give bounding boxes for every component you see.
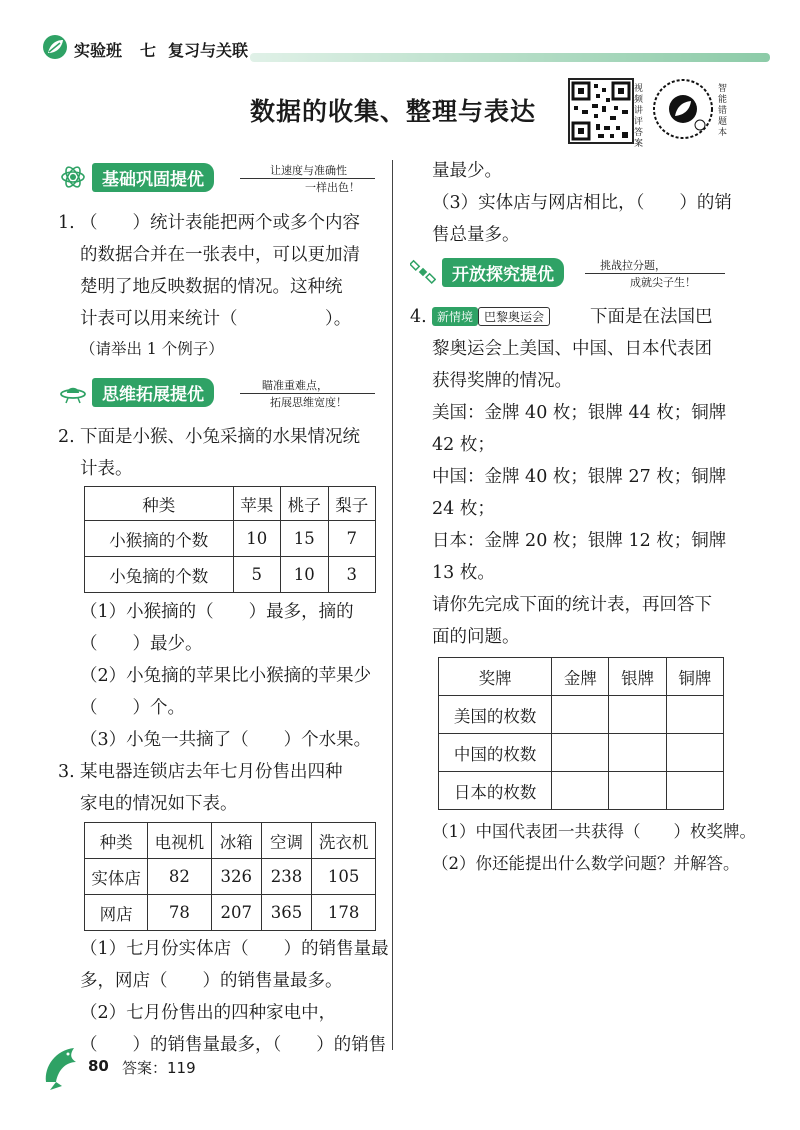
column-divider	[392, 160, 393, 1050]
satellite-icon	[410, 259, 436, 285]
section-title-basic: 基础巩固提优	[92, 163, 214, 192]
q4-china-medals: 中国：金牌 40 枚；银牌 27 枚；铜牌	[432, 467, 727, 487]
q4-line-2: 黎奥运会上美国、中国、日本代表团	[432, 339, 712, 359]
q1-line-3: 楚明了地反映数据的情况。这种统	[80, 277, 343, 297]
q3-answer-3b: 售总量多。	[432, 225, 520, 245]
table-cell-blank[interactable]	[609, 696, 666, 734]
q4-usa-medals-2: 42 枚；	[432, 435, 495, 455]
q1-line-4: 计表可以用来统计（ ）。	[80, 309, 352, 329]
q4-japan-medals: 日本：金牌 20 枚；银牌 12 枚；铜牌	[432, 531, 727, 551]
table-cell-blank[interactable]	[552, 696, 609, 734]
q2-answer-1b: （ ）最少。	[80, 634, 203, 654]
context-badge: 巴黎奥运会	[478, 307, 550, 326]
table-header-cell: 桃子	[281, 487, 329, 521]
q3-answer-3: （3）实体店与网店相比，（ ）的销	[432, 193, 732, 213]
slogan-basic-2: 一样出色！	[305, 181, 360, 194]
table-row	[439, 734, 724, 772]
table-header-row	[85, 487, 376, 521]
page-title: 数据的收集、整理与表达	[250, 97, 537, 126]
fruit-table	[84, 486, 376, 593]
q4-line-1: 下面是在法国巴	[590, 307, 713, 327]
atom-icon	[60, 164, 86, 190]
q3-answer-1b: 多，网店（ ）的销售量最多。	[80, 971, 343, 991]
slogan-underline	[240, 178, 375, 179]
series-name: 实验班	[74, 41, 123, 60]
unit-name: 复习与关联	[168, 41, 249, 60]
table-cell-blank[interactable]	[552, 772, 609, 810]
q2-answer-3: （3）小兔一共摘了（ ）个水果。	[80, 730, 372, 750]
question-number-2: 2.	[58, 427, 75, 447]
slogan-underline	[585, 273, 725, 274]
q1-line-2: 的数据合并在一张表中，可以更加清	[80, 245, 360, 265]
section-banner-thinking	[60, 378, 214, 406]
q4-usa-medals: 美国：金牌 40 枚；银牌 44 枚；铜牌	[432, 403, 727, 423]
table-header-cell: 洗衣机	[312, 823, 376, 859]
table-cell: 78	[148, 895, 211, 931]
dolphin-icon	[40, 1042, 84, 1092]
table-row	[85, 557, 376, 593]
table-row	[439, 772, 724, 810]
q3-line-1: 某电器连锁店去年七月份售出四种	[80, 762, 343, 782]
section-title-thinking: 思维拓展提优	[92, 378, 214, 407]
table-cell: 实体店	[85, 859, 148, 895]
question-number-3: 3.	[58, 762, 75, 782]
q4-instruction-1: 请你先完成下面的统计表，再回答下	[432, 595, 712, 615]
table-cell: 10	[233, 521, 281, 557]
table-cell-blank[interactable]	[609, 772, 666, 810]
question-number-1: 1.	[58, 213, 75, 233]
table-cell: 10	[281, 557, 329, 593]
section-title-open: 开放探究提优	[442, 258, 564, 287]
table-cell-blank[interactable]	[609, 734, 666, 772]
table-header-cell: 铜牌	[666, 658, 723, 696]
slogan-basic-1: 让速度与准确性	[270, 164, 347, 177]
table-header-cell: 冰箱	[211, 823, 261, 859]
ufo-icon	[60, 379, 86, 405]
table-header-cell: 银牌	[609, 658, 666, 696]
table-header-cell: 奖牌	[439, 658, 552, 696]
q4-answer-2: （2）你还能提出什么数学问题？并解答。	[432, 854, 740, 873]
unit-number: 七	[140, 41, 157, 60]
table-cell: 5	[233, 557, 281, 593]
slogan-thinking-1: 瞄准重难点，	[262, 379, 328, 392]
slogan-open-1: 挑战拉分题，	[600, 259, 666, 272]
table-cell: 网店	[85, 895, 148, 931]
qr-code-video[interactable]	[568, 78, 634, 144]
q4-answer-1: （1）中国代表团一共获得（ ）枚奖牌。	[432, 822, 756, 841]
table-cell: 7	[328, 521, 375, 557]
q4-china-medals-2: 24 枚；	[432, 499, 495, 519]
q1-note: （请举出 1 个例子）	[80, 340, 224, 358]
table-cell: 3	[328, 557, 375, 593]
table-cell: 365	[261, 895, 311, 931]
table-cell: 美国的枚数	[439, 696, 552, 734]
appliance-table	[84, 822, 376, 931]
q2-answer-2: （2）小兔摘的苹果比小猴摘的苹果少	[80, 666, 372, 686]
table-cell: 日本的枚数	[439, 772, 552, 810]
table-cell: 小猴摘的个数	[85, 521, 234, 557]
section-banner-basic	[60, 163, 214, 191]
table-cell: 中国的枚数	[439, 734, 552, 772]
slogan-thinking-2: 拓展思维宽度！	[270, 396, 347, 409]
table-cell: 15	[281, 521, 329, 557]
table-cell: 238	[261, 859, 311, 895]
q2-answer-2b: （ ）个。	[80, 698, 185, 718]
medal-table	[438, 657, 724, 810]
table-cell: 326	[211, 859, 261, 895]
qr-label-video: 视频讲评答案	[634, 84, 644, 149]
table-row	[85, 859, 376, 895]
q3-line-2: 家电的情况如下表。	[80, 794, 238, 814]
q2-line-1: 下面是小猴、小兔采摘的水果情况统	[80, 427, 360, 447]
question-number-4: 4.	[410, 307, 427, 327]
table-cell: 105	[312, 859, 376, 895]
table-cell: 207	[211, 895, 261, 931]
q3-answer-2c: 量最少。	[432, 161, 502, 181]
leaf-logo-icon	[42, 34, 68, 60]
table-cell: 小兔摘的个数	[85, 557, 234, 593]
table-cell: 82	[148, 859, 211, 895]
answer-reference: 答案：119	[122, 1059, 196, 1077]
q2-answer-1: （1）小猴摘的（ ）最多，摘的	[80, 602, 354, 622]
new-context-badge: 新情境	[432, 307, 478, 326]
table-header-cell: 苹果	[233, 487, 281, 521]
q3-answer-2: （2）七月份售出的四种家电中，	[80, 1003, 337, 1023]
table-row	[85, 895, 376, 931]
q4-badges	[432, 306, 554, 326]
header-decor-bar	[250, 53, 770, 62]
q3-answer-1: （1）七月份实体店（ ）的销售量最	[80, 939, 389, 959]
q3-answer-2b: （ ）的销售量最多，（ ）的销售	[80, 1035, 387, 1055]
qr-label-error-book: 智能错题本	[718, 84, 728, 138]
q1-line-1: （ ）统计表能把两个或多个内容	[80, 213, 360, 233]
table-cell-blank[interactable]	[666, 734, 723, 772]
section-banner-open	[410, 258, 564, 286]
table-row	[439, 696, 724, 734]
q4-line-3: 获得奖牌的情况。	[432, 371, 572, 391]
q4-instruction-2: 面的问题。	[432, 627, 520, 647]
table-cell: 178	[312, 895, 376, 931]
slogan-open-2: 成就尖子生！	[630, 276, 696, 289]
table-header-row	[439, 658, 724, 696]
q4-japan-medals-2: 13 枚。	[432, 563, 495, 583]
table-header-cell: 梨子	[328, 487, 375, 521]
q2-line-2: 计表。	[80, 459, 133, 479]
table-header-cell: 种类	[85, 823, 148, 859]
table-cell-blank[interactable]	[666, 772, 723, 810]
slogan-underline	[240, 393, 375, 394]
table-header-cell: 电视机	[148, 823, 211, 859]
table-header-cell: 金牌	[552, 658, 609, 696]
table-cell-blank[interactable]	[666, 696, 723, 734]
qr-code-error-book[interactable]	[652, 78, 714, 140]
table-header-cell: 种类	[85, 487, 234, 521]
table-header-row	[85, 823, 376, 859]
table-row	[85, 521, 376, 557]
page-number: 80	[88, 1057, 109, 1075]
table-cell-blank[interactable]	[552, 734, 609, 772]
table-header-cell: 空调	[261, 823, 311, 859]
